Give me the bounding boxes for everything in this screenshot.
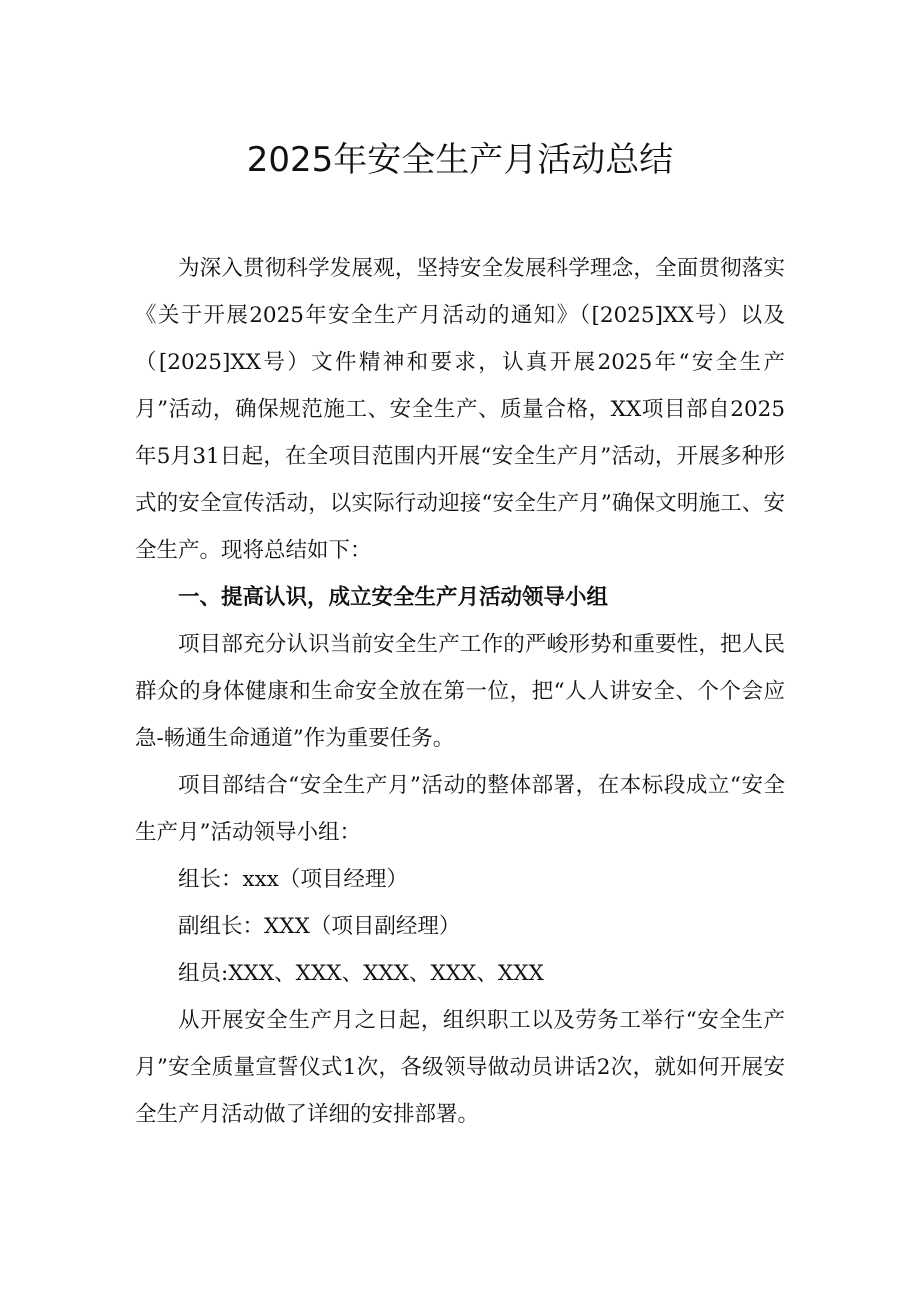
- document-body: [135, 245, 785, 1138]
- section-1-paragraph-activities: 从开展安全生产月之日起，组织职工以及劳务工举行“安全生产月”安全质量宣誓仪式1次，各级领导做动员讲话2次，就如何开展安全生产月活动做了详细的安排部署。: [135, 1008, 785, 1127]
- section-1-paragraph-leadership-group: 项目部结合“安全生产月”活动的整体部署，在本标段成立“安全生产月”活动领导小组：: [135, 773, 785, 845]
- section-1-heading: 一、提高认识，成立安全生产月活动领导小组: [178, 585, 609, 610]
- deputy-leader-line: 副组长：XXX（项目副经理）: [178, 914, 461, 939]
- section-1-paragraph-awareness: 项目部充分认识当前安全生产工作的严峻形势和重要性，把人民群众的身体健康和生命安全放在第一位，把“人人讲安全、个个会应急-畅通生命通道”作为重要任务。: [135, 632, 785, 751]
- intro-paragraph: 为深入贯彻科学发展观，坚持安全发展科学理念，全面贯彻落实《关于开展2025年安全生产月活动的通知》（[2025]XX号）以及（[2025]XX号）文件精神和要求，认真开展2025年“安全生产月”活动，确保规范施工、安全生产、质量合格，XX项目部自2025年5月31日起，在全项目范围内开展“安全生产月”活动，开展多种形式的安全宣传活动，以实际行动迎接“安全生产月”确保文明施工、安全生产。现将总结如下：: [135, 256, 785, 563]
- leader-line: 组长：xxx（项目经理）: [178, 867, 408, 892]
- members-line: 组员:XXX、XXX、XXX、XXX、XXX: [178, 961, 544, 986]
- document-title: 2025年安全生产月活动总结: [246, 140, 674, 180]
